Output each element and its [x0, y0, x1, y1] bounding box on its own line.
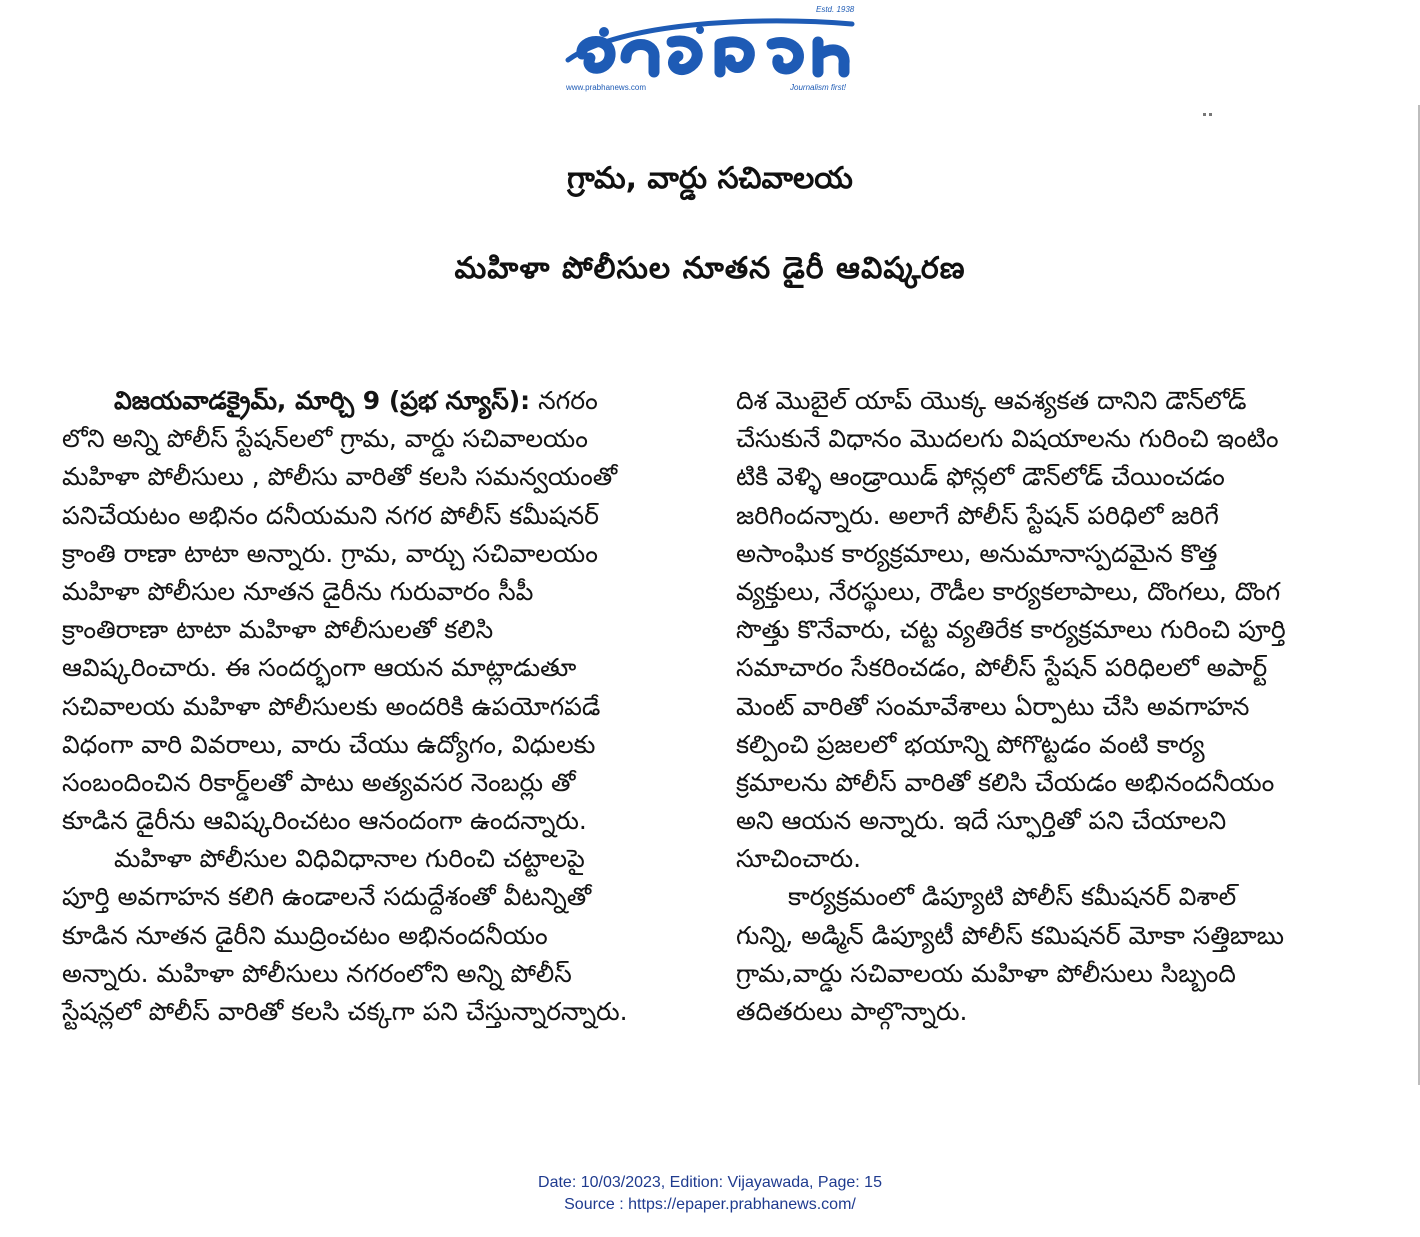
article-line: తదితరులు పాల్గొన్నారు. — [736, 997, 968, 1026]
article-column-left — [62, 382, 702, 1031]
article-line: పనిచేయటం అభినం దనీయమని నగర పోలీస్ కమీషనర్ — [62, 500, 600, 530]
andhra-prabha-logo-icon — [560, 2, 860, 94]
masthead-tagline: Journalism first! — [790, 83, 847, 92]
masthead-logo — [560, 2, 860, 94]
article-line: అని ఆయన అన్నారు. ఇదే స్ఫూర్తితో పని చేయాలని — [736, 806, 1227, 836]
article-line: గున్ని, అడ్మిన్ డిప్యూటీ పోలీస్ కమిషనర్ మోకా సత్తిబాబు — [736, 920, 1285, 950]
page-marker — [1203, 101, 1217, 105]
article-line: జరిగిందన్నారు. అలాగే పోలీస్ స్టేషన్ పరిధిలో జరిగే — [736, 500, 1219, 530]
article-line: కూడిన డైరీను ఆవిష్కరించటం ఆనందంగా ఉందన్నారు. — [62, 806, 587, 836]
article-line: స్టేషన్లలో పోలీస్ వారితో కలసి చక్కగా పని చేస్తున్నారన్నారు. — [62, 997, 628, 1026]
footer-source-link[interactable]: Source : https://epaper.prabhanews.com/ — [564, 1196, 856, 1213]
masthead-website: www.prabhanews.com — [566, 83, 647, 92]
article-line: వ్యక్తులు, నేరస్థులు, రౌడీల కార్యకలాపాలు, దొంగలు, దొంగ — [736, 576, 1281, 606]
article-line: సమాచారం సేకరించడం, పోలీస్ స్టేషన్ పరిధిలలో అపార్ట్ — [736, 653, 1268, 683]
article-line: మెంట్ వారితో సంమావేశాలు ఏర్పాటు చేసి అవగాహన — [736, 691, 1250, 721]
article-line: లోని అన్ని పోలీస్ స్టేషన్‌లలో గ్రామ, వార్డు సచివాలయం — [62, 424, 588, 454]
article-line: కూడిన నూతన డైరీని ముద్రించటం అభినందనీయం — [62, 920, 548, 950]
article-line: క్రమాలను పోలీస్ వారితో కలిసి చేయడం అభినందనీయం — [736, 767, 1275, 797]
article-line: చేసుకునే విధానం మొదలగు విషయాలను గురించి ఇంటిం — [736, 424, 1279, 454]
article-line: సొత్తు కొనేవారు, చట్ట వ్యతిరేక కార్యక్రమాలు గురించి పూర్తి — [736, 615, 1286, 645]
headline-line-1: గ్రామ, వార్డు సచివాలయ — [567, 161, 853, 196]
article-line: పూర్తి అవగాహన కలిగి ఉండాలనే సదుద్దేశంతో వీటన్నితో — [62, 882, 592, 912]
article-line: కార్యక్రమంలో డిప్యూటి పోలీస్ కమీషనర్ విశాల్ — [788, 882, 1237, 912]
article-line: సూచించారు. — [736, 844, 862, 874]
article-line: క్రాంతి రాణా టాటా అన్నారు. గ్రామ, వార్చు సచివాలయం — [62, 538, 598, 568]
article-line: గ్రామ,వార్డు సచివాలయ మహిళా పోలీసులు సిబ్బంది — [736, 958, 1236, 988]
headline-line-2: మహిళా పోలీసుల నూతన డైరీ ఆవిష్కరణ — [454, 251, 966, 286]
footer-date-edition: Date: 10/03/2023, Edition: Vijayawada, Page: 15 — [538, 1174, 882, 1191]
article-line: విజయవాడక్రైమ్, మార్చి 9 (ప్రభ న్యూస్): నగరం — [114, 386, 598, 415]
masthead-established: Estd. 1938 — [816, 5, 855, 14]
article-line: క్రాంతిరాణా టాటా మహిళా పోలీసులతో కలిసి — [62, 615, 494, 645]
article-dateline: విజయవాడక్రైమ్, మార్చి 9 (ప్రభ న్యూస్): — [114, 386, 531, 415]
clipping-footer — [0, 1172, 1420, 1216]
article-line: సచివాలయ మహిళా పోలీసులకు అందరికి ఉపయోగపడే — [62, 691, 601, 721]
article-line: కల్పించి ప్రజలలో భయాన్ని పోగొట్టడం వంటి కార్య — [736, 729, 1205, 759]
article-line: విధంగా వారి వివరాలు, వారు చేయు ఉద్యోగం, విధులకు — [62, 729, 596, 759]
article-line: అన్నారు. మహిళా పోలీసులు నగరంలోని అన్ని పోలీస్ — [62, 958, 572, 988]
article-line: ఆవిష్కరించారు. ఈ సందర్భంగా ఆయన మాట్లాడుతూ — [62, 653, 577, 683]
article-line: దిశ మొబైల్ యాప్ యొక్క ఆవశ్యకత దానిని డౌన్‌లోడ్ — [736, 386, 1247, 415]
article-line: మహిళా పోలీసులు , పోలీసు వారితో కలసి సమన్వయంతో — [62, 462, 618, 492]
article-line: టికి వెళ్ళి ఆండ్రాయిడ్ ఫోన్లలో డౌన్‌లోడ్ చేయించడం — [736, 462, 1225, 492]
article-line: సంబందించిన రికార్డ్‌లతో పాటు అత్యవసర నెంబర్లు తో — [62, 767, 576, 797]
article-headline — [0, 140, 1420, 308]
article-line: మహిళా పోలీసుల నూతన డైరీను గురువారం సీపీ — [62, 576, 534, 606]
article-column-right — [736, 382, 1376, 1031]
article-line: మహిళా పోలీసుల విధివిధానాల గురించి చట్టాలపై — [114, 844, 585, 874]
article-line: అసాంఘిక కార్యక్రమాలు, అనుమానాస్పదమైన కొత్త — [736, 538, 1218, 568]
